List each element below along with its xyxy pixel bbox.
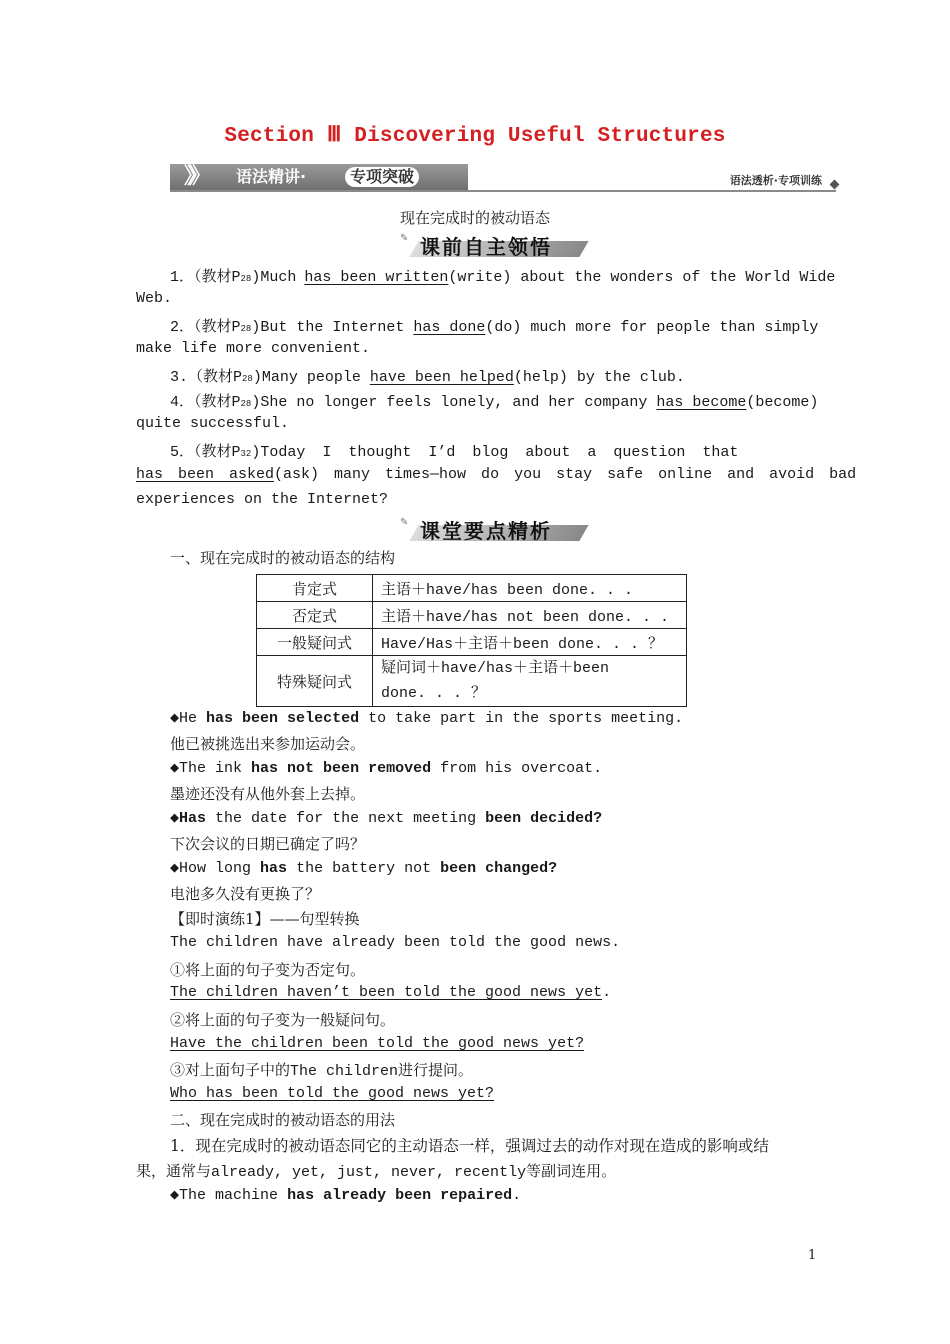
table-key: 一般疑问式 [257, 629, 373, 656]
table-value: 疑问词＋have/has＋主语＋been done. . . ？ [373, 656, 687, 707]
table-key: 肯定式 [257, 575, 373, 602]
table-key: 否定式 [257, 602, 373, 629]
part2-title: 二、现在完成时的被动语态的用法 [170, 1111, 396, 1129]
example-3-translation: 下次会议的日期已确定了吗？ [170, 835, 366, 853]
banner-left-label: 语法精讲· [236, 167, 307, 186]
chevron-right-icon: 》》 [184, 164, 206, 189]
topic-title: 现在完成时的被动语态 [399, 209, 550, 227]
answer-blank: has become [656, 394, 747, 411]
structure-table [256, 574, 687, 707]
pencil-icon: ✎ [400, 517, 409, 528]
exercise-1-line1: 1．（教材P28)Much has been written(write) about the wonders of the World Wide [170, 269, 836, 286]
example-1-translation: 他已被挑选出来参加运动会。 [170, 735, 366, 753]
exercise-5-line1: 5．（教材P32)Today I thought I’d blog about a question that [170, 444, 739, 461]
section-title: Section Ⅲ Discovering Useful Structures [224, 125, 726, 148]
example-1: ◆He has been selected to take part in the sports meeting. [170, 710, 684, 727]
table-value: 主语＋have/has been done. . . [373, 575, 687, 602]
table-value: 主语＋have/has not been done. . . [373, 602, 687, 629]
table-row [257, 575, 687, 602]
example-2: ◆The ink has not been removed from his overcoat. [170, 760, 603, 777]
table-row [257, 602, 687, 629]
drill-answer-1: The children haven’t been told the good news yet. [170, 984, 612, 1001]
banner-right-label: 语法透析·专项训练 [729, 174, 822, 187]
banner-rule [170, 190, 836, 192]
example-2-translation: 墨迹还没有从他外套上去掉。 [170, 785, 366, 803]
pencil-icon: ✎ [400, 233, 409, 244]
section-heading-preview [400, 231, 586, 259]
table-row [257, 656, 687, 707]
drill-answer-2: Have the children been told the good news yet? [170, 1035, 585, 1052]
exercise-2-line1: 2．（教材P28)But the Internet has done(do) much more for people than simply [170, 319, 819, 336]
example-3: ◆Has the date for the next meeting been decided? [170, 810, 603, 827]
exercise-4-line2: quite successful. [136, 415, 290, 432]
drill-question-1: ①将上面的句子变为否定句。 [170, 961, 366, 979]
exercise-5-line3: experiences on the Internet? [136, 491, 389, 508]
exercise-2-line2: make life more convenient. [136, 340, 371, 357]
exercise-1-line2: Web. [136, 290, 173, 307]
answer-blank: have been helped [369, 369, 514, 386]
part1-title: 一、现在完成时的被动语态的结构 [170, 549, 396, 567]
exercise-5-line2: has been asked(ask) many times—how do you stay safe online and avoid bad [136, 466, 857, 483]
drill-question-2: ②将上面的句子变为一般疑问句。 [170, 1011, 396, 1029]
example-4-translation: 电池多久没有更换了？ [170, 885, 321, 903]
exercise-4-line1: 4．（教材P28)She no longer feels lonely, and her company has become(become) [170, 394, 819, 411]
heading-text: 课堂要点精析 [420, 519, 552, 543]
drill-question-3: ③对上面句子中的The children进行提问。 [170, 1061, 474, 1080]
last-example: ◆The machine has already been repaired. [170, 1187, 522, 1204]
section-heading-class [400, 515, 586, 543]
exercise-3-line1: 3.（教材P28)Many people have been helped(help) by the club. [170, 369, 685, 386]
drill-sentence: The children have already been told the good news. [170, 934, 621, 951]
banner-bar [170, 164, 468, 190]
heading-text: 课前自主领悟 [420, 235, 552, 259]
table-key: 特殊疑问式 [257, 656, 373, 707]
answer-blank: has been written [304, 269, 449, 286]
drill-answer-3: Who has been told the good news yet? [170, 1085, 495, 1102]
grammar-banner [170, 160, 840, 192]
answer-blank: has been asked [136, 466, 275, 483]
answer-blank: has done [413, 319, 486, 336]
page-number: 1 [808, 1248, 817, 1263]
table-value: Have/Has＋主语＋been done. . . ？ [373, 629, 687, 656]
banner-pill: 专项突破 [345, 167, 419, 187]
usage-1-line1: 1．现在完成时的被动语态同它的主动语态一样，强调过去的动作对现在造成的影响或结 [170, 1137, 769, 1155]
example-4: ◆How long has the battery not been changed? [170, 860, 558, 877]
diamond-icon [830, 180, 840, 190]
table-row [257, 629, 687, 656]
drill-title: 【即时演练1】——句型转换 [170, 910, 360, 928]
usage-1-line2: 果，通常与already, yet, just, never, recently等副词连用。 [136, 1162, 617, 1181]
